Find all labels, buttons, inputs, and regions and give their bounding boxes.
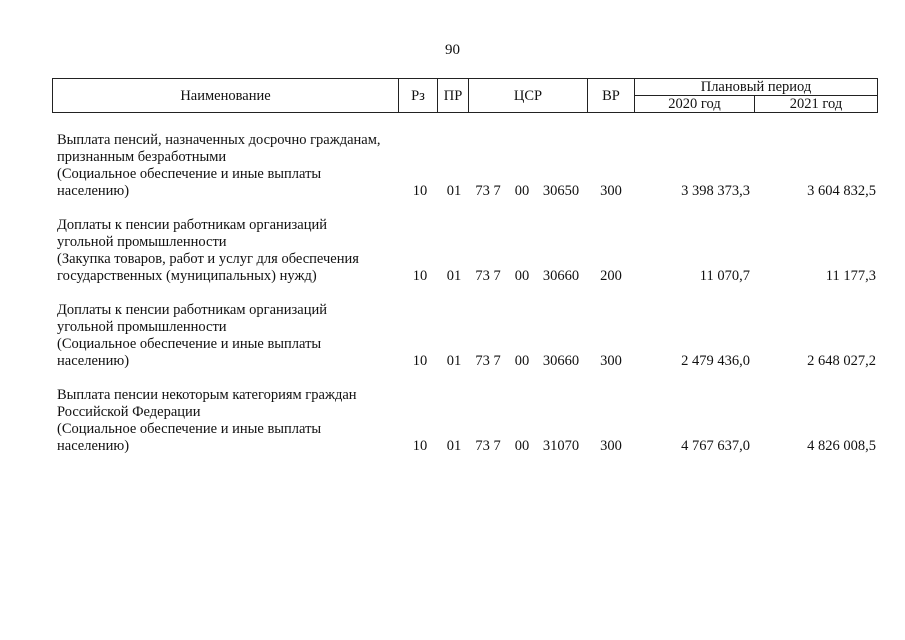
row-csr-program: 73 7 <box>475 183 501 199</box>
row-vr: 300 <box>600 353 622 369</box>
header-pr: ПР <box>443 88 463 104</box>
row-pr: 01 <box>446 183 462 199</box>
row-vr: 200 <box>600 268 622 284</box>
row-csr-sub: 00 <box>514 268 530 284</box>
header-vr: ВР <box>602 88 620 104</box>
row-name: Выплата пенсий, назначенных досрочно гражданам, признанным безработными (Социальное обеспечение и иные выплаты населению) <box>57 132 381 199</box>
header-planning-period: Плановый период <box>700 79 812 95</box>
row-csr-sub: 00 <box>514 183 530 199</box>
row-amount-2021: 11 177,3 <box>825 268 876 284</box>
row-amount-2021: 4 826 008,5 <box>807 438 876 454</box>
row-csr-program: 73 7 <box>475 268 501 284</box>
row-pr: 01 <box>446 438 462 454</box>
row-pr: 01 <box>446 353 462 369</box>
row-csr-direction: 30660 <box>542 268 580 284</box>
row-csr-direction: 31070 <box>542 438 580 454</box>
header-rz: Рз <box>411 88 425 104</box>
header-year-2021: 2021 год <box>789 96 843 112</box>
row-rz: 10 <box>412 353 428 369</box>
row-csr-sub: 00 <box>514 353 530 369</box>
row-amount-2020: 2 479 436,0 <box>681 353 750 369</box>
row-amount-2021: 3 604 832,5 <box>807 183 876 199</box>
row-pr: 01 <box>446 268 462 284</box>
row-rz: 10 <box>412 268 428 284</box>
row-amount-2020: 11 070,7 <box>699 268 750 284</box>
row-name: Доплаты к пенсии работникам организаций угольной промышленности (Социальное обеспечение и иные выплаты населению) <box>57 302 327 369</box>
page-number: 90 <box>445 42 460 58</box>
header-year-2020: 2020 год <box>668 96 721 112</box>
row-name: Выплата пенсии некоторым категориям граждан Российской Федерации (Социальное обеспечение и иные выплаты населению) <box>57 387 357 454</box>
row-amount-2021: 2 648 027,2 <box>807 353 876 369</box>
header-right-border <box>877 78 878 112</box>
row-name: Доплаты к пенсии работникам организаций угольной промышленности (Закупка товаров, работ и услуг для обеспечения государственных (муниципальных) нужд) <box>57 217 359 284</box>
row-csr-sub: 00 <box>514 438 530 454</box>
row-csr-program: 73 7 <box>475 438 501 454</box>
row-amount-2020: 3 398 373,3 <box>681 183 750 199</box>
row-csr-direction: 30650 <box>542 183 580 199</box>
row-amount-2020: 4 767 637,0 <box>681 438 750 454</box>
row-csr-direction: 30660 <box>542 353 580 369</box>
row-rz: 10 <box>412 183 428 199</box>
row-vr: 300 <box>600 183 622 199</box>
row-rz: 10 <box>412 438 428 454</box>
row-csr-program: 73 7 <box>475 353 501 369</box>
row-vr: 300 <box>600 438 622 454</box>
header-csr: ЦСР <box>513 88 543 104</box>
header-name: Наименование <box>180 88 271 104</box>
